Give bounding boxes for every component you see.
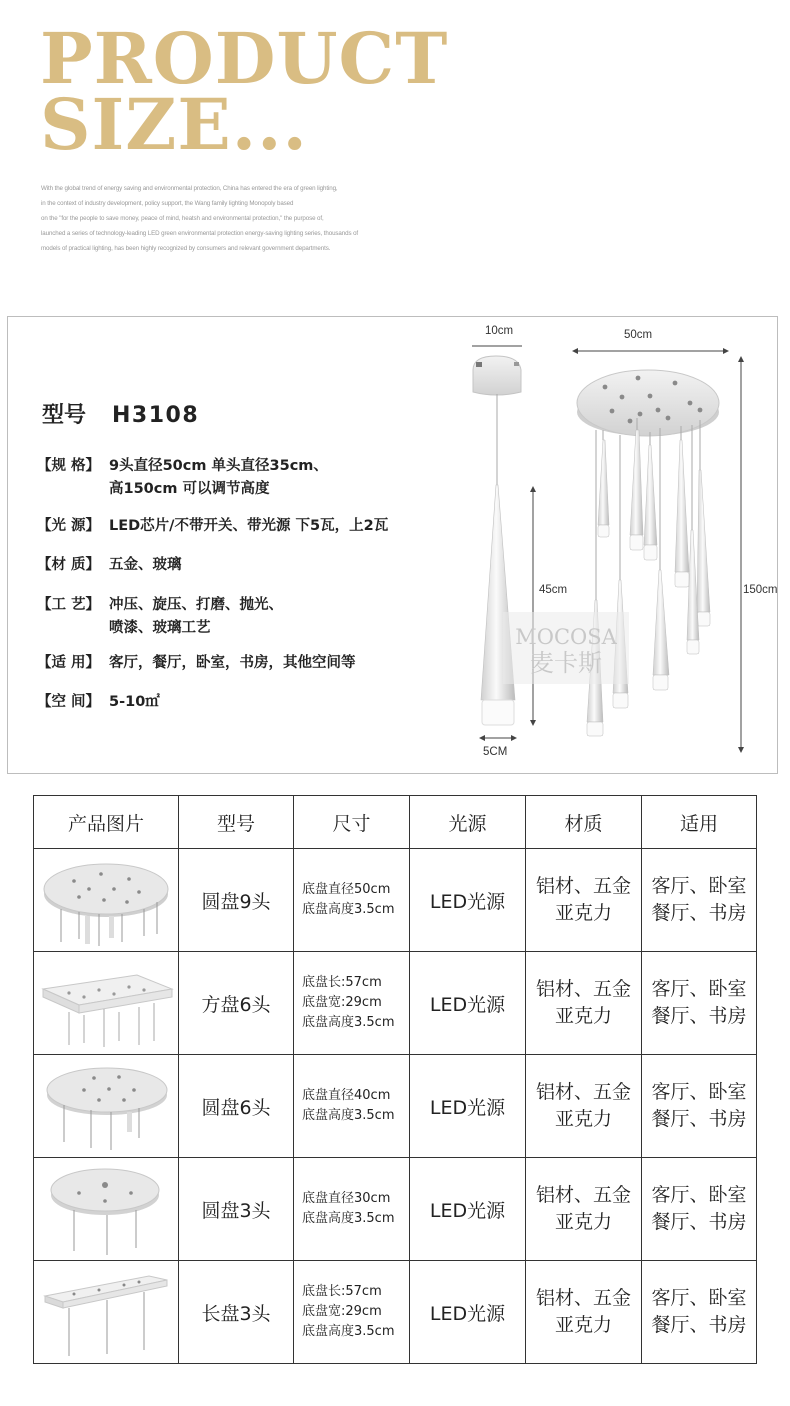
round-disc-6-image	[39, 1060, 174, 1152]
size-line: 底盘直径50cm	[302, 882, 391, 897]
table-row	[34, 1055, 757, 1158]
material-cell	[526, 849, 642, 952]
size-line: 底盘高度3.5cm	[302, 1324, 395, 1339]
spec-value: LED芯片/不带开关、带光源 下5瓦，上2瓦	[109, 518, 389, 534]
usage-line: 餐厅、书房	[651, 902, 747, 924]
header-usage: 适用	[642, 796, 757, 849]
product-image-cell	[34, 952, 179, 1055]
usage-line: 客厅、卧室	[651, 978, 747, 1000]
dim-pendant-height: 45cm	[539, 584, 568, 596]
size-line: 底盘长:57cm	[302, 1284, 382, 1299]
dim-total-height: 150cm	[743, 584, 778, 596]
usage-line: 客厅、卧室	[651, 1081, 747, 1103]
usage-line: 餐厅、书房	[651, 1314, 747, 1336]
material-cell	[526, 1055, 642, 1158]
usage-line: 客厅、卧室	[651, 1287, 747, 1309]
light-cell: LED光源	[410, 849, 526, 952]
header-material: 材质	[526, 796, 642, 849]
material-cell	[526, 952, 642, 1055]
watermark-cn: 麦卡斯	[530, 649, 602, 677]
size-cell	[294, 1261, 410, 1364]
size-cell	[294, 1158, 410, 1261]
spec-key: 【工 艺】	[37, 597, 101, 613]
table-row	[34, 1261, 757, 1364]
long-disc-3-image	[39, 1266, 174, 1358]
light-cell: LED光源	[410, 1158, 526, 1261]
spec-key: 【规 格】	[37, 458, 101, 474]
intro-line: With the global trend of energy saving and environmental protection, China has entered the era of green lighting,	[41, 185, 338, 192]
spec-key: 【空 间】	[37, 694, 101, 710]
model-code: H3108	[112, 403, 200, 428]
intro-line: in the context of industry development, policy support, the Wang family lighting Monopoly based	[41, 200, 294, 207]
spec-key: 【材 质】	[37, 557, 101, 573]
size-line: 底盘宽:29cm	[302, 1304, 382, 1319]
round-disc-9-image	[39, 854, 174, 946]
usage-line: 客厅、卧室	[651, 875, 747, 897]
material-line: 铝材、五金	[535, 1184, 631, 1206]
model-cell: 圆盘6头	[179, 1055, 294, 1158]
product-image-cell	[34, 849, 179, 952]
light-cell: LED光源	[410, 1261, 526, 1364]
product-table	[33, 795, 757, 1364]
table-header-row	[34, 796, 757, 849]
spec-key: 【适 用】	[37, 655, 101, 671]
spec-value: 5-10㎡	[109, 694, 160, 710]
usage-line: 客厅、卧室	[651, 1184, 747, 1206]
model-cell: 圆盘9头	[179, 849, 294, 952]
dim-pendant-width: 5CM	[483, 746, 508, 758]
spec-key: 【光 源】	[37, 518, 101, 534]
size-line: 底盘直径40cm	[302, 1088, 391, 1103]
material-line: 亚克力	[554, 1108, 612, 1130]
material-line: 铝材、五金	[535, 1287, 631, 1309]
light-cell: LED光源	[410, 1055, 526, 1158]
table-row	[34, 1158, 757, 1261]
product-image-cell	[34, 1261, 179, 1364]
size-line: 底盘宽:29cm	[302, 995, 382, 1010]
header-model: 型号	[179, 796, 294, 849]
size-cell	[294, 1055, 410, 1158]
product-image-cell	[34, 1158, 179, 1261]
intro-line: on the "for the people to save money, peace of mind, heatsh and environmental protection," the purpose of,	[41, 215, 324, 222]
material-line: 铝材、五金	[535, 875, 631, 897]
material-cell	[526, 1261, 642, 1364]
material-line: 亚克力	[554, 1211, 612, 1233]
table-row	[34, 849, 757, 952]
usage-cell	[642, 952, 757, 1055]
spec-value: 五金、玻璃	[109, 557, 182, 573]
dim-disc-width: 50cm	[624, 329, 653, 341]
table-row	[34, 952, 757, 1055]
title-line-2: SIZE...	[40, 83, 308, 166]
usage-cell	[642, 1055, 757, 1158]
usage-line: 餐厅、书房	[651, 1108, 747, 1130]
title-line-1: PRODUCT	[40, 17, 449, 100]
size-line: 底盘高度3.5cm	[302, 1108, 395, 1123]
material-line: 亚克力	[554, 1005, 612, 1027]
spec-value: 冲压、旋压、打磨、抛光、	[109, 597, 283, 613]
size-line: 底盘长:57cm	[302, 975, 382, 990]
header-image: 产品图片	[34, 796, 179, 849]
product-image-cell	[34, 1055, 179, 1158]
size-cell	[294, 952, 410, 1055]
intro-line: models of practical lighting, has been highly recognized by consumers and relevant government departments.	[41, 245, 331, 252]
model-cell: 方盘6头	[179, 952, 294, 1055]
usage-cell	[642, 1261, 757, 1364]
dim-canopy-width: 10cm	[485, 325, 514, 337]
usage-line: 餐厅、书房	[651, 1005, 747, 1027]
spec-value: 高150cm 可以调节高度	[109, 481, 270, 497]
usage-cell	[642, 1158, 757, 1261]
usage-cell	[642, 849, 757, 952]
material-cell	[526, 1158, 642, 1261]
model-cell: 长盘3头	[179, 1261, 294, 1364]
light-cell: LED光源	[410, 952, 526, 1055]
size-line: 底盘高度3.5cm	[302, 1015, 395, 1030]
size-line: 底盘高度3.5cm	[302, 902, 395, 917]
material-line: 铝材、五金	[535, 1081, 631, 1103]
intro-line: launched a series of technology-leading LED green environmental protection energy-saving lighting series, thousands of	[41, 230, 359, 237]
material-line: 铝材、五金	[535, 978, 631, 1000]
size-line: 底盘高度3.5cm	[302, 1211, 395, 1226]
square-disc-6-image	[39, 957, 174, 1049]
watermark-en: MOCOSA	[515, 625, 617, 649]
header-light: 光源	[410, 796, 526, 849]
model-label: 型号	[42, 403, 87, 428]
size-cell	[294, 849, 410, 952]
spec-value: 客厅，餐厅，卧室，书房，其他空间等	[109, 655, 356, 671]
material-line: 亚克力	[554, 1314, 612, 1336]
spec-value: 9头直径50cm 单头直径35cm、	[109, 458, 328, 474]
header-size: 尺寸	[294, 796, 410, 849]
size-line: 底盘直径30cm	[302, 1191, 391, 1206]
model-cell: 圆盘3头	[179, 1158, 294, 1261]
spec-value: 喷漆、玻璃工艺	[109, 620, 211, 636]
round-disc-3-image	[39, 1163, 174, 1255]
material-line: 亚克力	[554, 902, 612, 924]
brand-watermark	[503, 612, 629, 684]
usage-line: 餐厅、书房	[651, 1211, 747, 1233]
